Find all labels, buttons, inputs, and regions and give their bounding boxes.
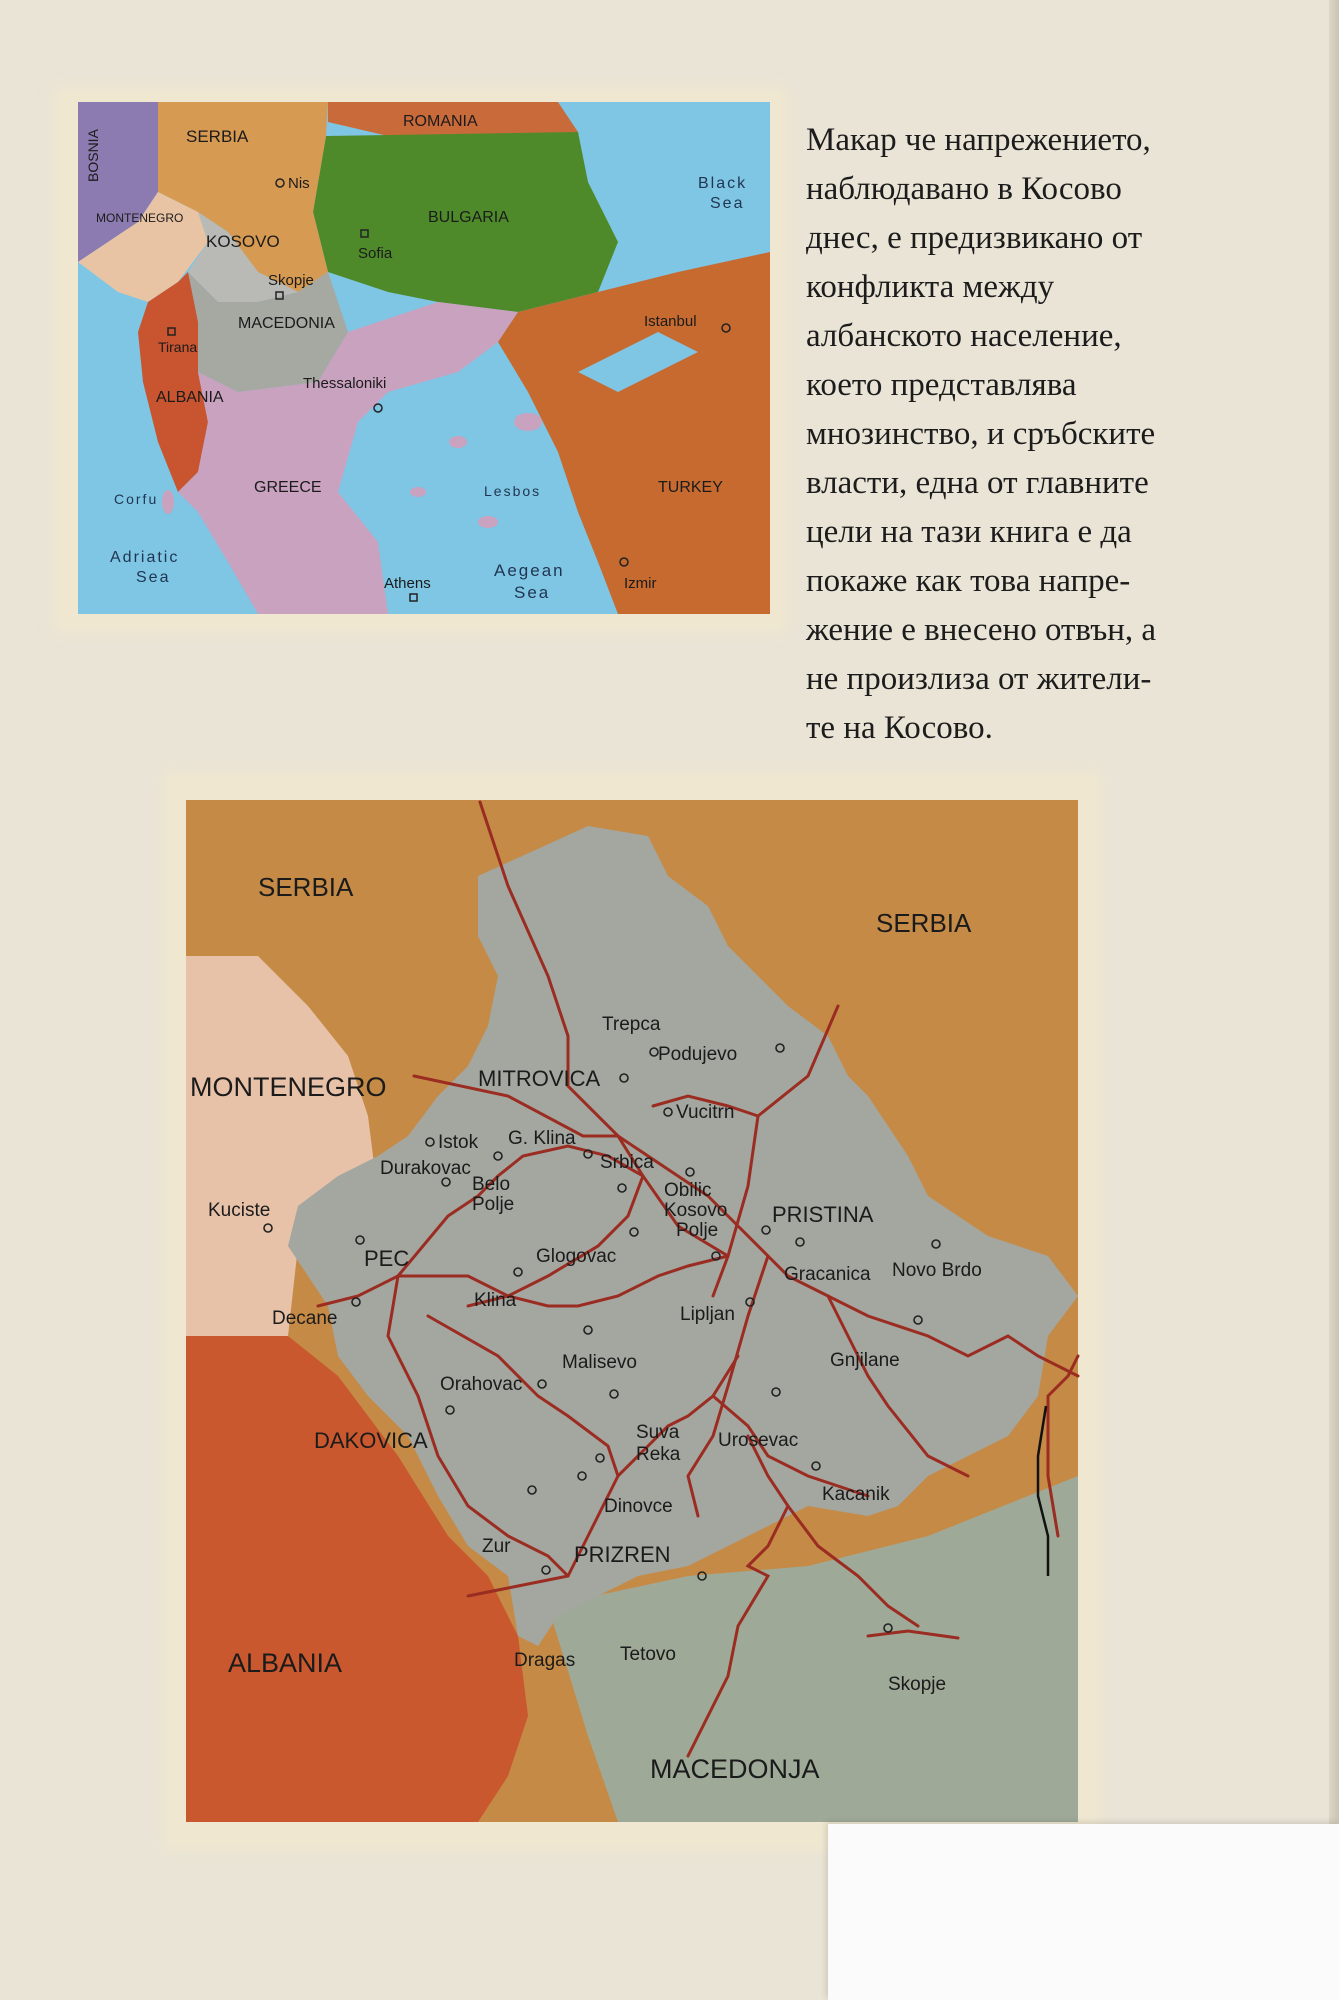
city-label-kosovo-2: Polje: [676, 1220, 719, 1241]
city-label-istanbul: Istanbul: [644, 313, 697, 330]
city-label-obilic: Obilic: [664, 1180, 712, 1201]
city-label-glogovac: Glogovac: [536, 1246, 617, 1267]
city-label-prizren: PRIZREN: [574, 1542, 671, 1567]
sea-label-adriatic-1: Adriatic: [110, 549, 180, 566]
city-label-athens: Athens: [384, 575, 431, 592]
city-label-trepca: Trepca: [602, 1014, 661, 1035]
city-label-malisevo: Malisevo: [562, 1352, 637, 1373]
city-label-klina: Klina: [474, 1290, 517, 1311]
region-label-macedonja: MACEDONJA: [650, 1754, 820, 1784]
country-label-turkey: TURKEY: [658, 479, 723, 496]
city-label-belo-2: Polje: [472, 1194, 515, 1215]
book-edge: [1329, 0, 1339, 2000]
country-label-bulgaria: BULGARIA: [428, 209, 509, 226]
city-label-izmir: Izmir: [624, 575, 657, 592]
city-label-nis: Nis: [288, 175, 310, 192]
city-label-dinovce: Dinovce: [604, 1496, 673, 1517]
city-label-pec: PEC: [364, 1246, 410, 1271]
city-label-belo-1: Belo: [472, 1174, 511, 1195]
region-label-serbia-west: SERBIA: [258, 872, 354, 902]
caption-text: Макар че напрежението, наблюдавано в Косово днес, е предизвикано от конфликта между албанското население, което представлява мнозинство, и сръбските власти, една от главните цели на тази книга е да покаже как това напре- жение е внесено отвън, а не произлиза от жители- те на Косово.: [806, 122, 1157, 746]
city-label-kuciste: Kuciste: [208, 1200, 271, 1221]
city-label-urosevac: Urosevac: [718, 1430, 799, 1451]
city-label-istok: Istok: [438, 1132, 479, 1153]
island-label-lesbos: Lesbos: [484, 483, 542, 499]
country-label-romania: ROMANIA: [403, 113, 478, 130]
city-label-srbica: Srbica: [600, 1152, 654, 1173]
city-label-dakovica: DAKOVICA: [314, 1428, 428, 1453]
city-label-gnjilane: Gnjilane: [830, 1350, 900, 1371]
city-label-skopje: Skopje: [888, 1674, 947, 1695]
city-label-kacanik: Kacanik: [822, 1484, 890, 1505]
city-label-orahovac: Orahovac: [440, 1374, 523, 1395]
kosovo-detail-map: [168, 776, 1096, 1846]
city-label-pristina: PRISTINA: [772, 1202, 874, 1227]
country-label-macedonia: MACEDONIA: [238, 315, 335, 332]
city-label-decane: Decane: [272, 1308, 338, 1329]
country-label-bosnia: BOSNIA: [85, 129, 101, 182]
city-label-kosovo-1: Kosovo: [664, 1200, 728, 1221]
sea-label-aegean-2: Sea: [514, 583, 551, 602]
city-label-thessaloniki: Thessaloniki: [303, 375, 387, 392]
balkans-overview-map: [58, 92, 782, 628]
city-label-dragas: Dragas: [514, 1650, 576, 1671]
city-label-suva-1: Suva: [636, 1422, 680, 1443]
city-label-vucitrn: Vucitrn: [676, 1102, 735, 1123]
sea-label-black-2: Sea: [710, 195, 745, 212]
city-label-novo-brdo: Novo Brdo: [892, 1260, 982, 1281]
city-label-g-klina: G. Klina: [508, 1128, 576, 1149]
city-label-gracanica: Gracanica: [784, 1264, 871, 1285]
city-label-skopje: Skopje: [268, 272, 314, 289]
city-label-zur: Zur: [482, 1536, 511, 1557]
city-label-lipljan: Lipljan: [680, 1304, 735, 1325]
region-label-serbia-east: SERBIA: [876, 908, 972, 938]
city-label-sofia: Sofia: [358, 245, 393, 262]
country-label-albania: ALBANIA: [156, 389, 224, 406]
sea-label-adriatic-2: Sea: [136, 569, 171, 586]
city-label-podujevo: Podujevo: [658, 1044, 738, 1065]
country-label-greece: GREECE: [254, 479, 322, 496]
region-label-montenegro: MONTENEGRO: [190, 1072, 387, 1102]
sea-label-black-1: Black: [698, 175, 748, 192]
city-label-suva-2: Reka: [636, 1444, 681, 1465]
island-label-corfu: Corfu: [114, 491, 159, 507]
country-label-serbia: SERBIA: [186, 127, 249, 146]
city-label-tirana: Tirana: [158, 339, 198, 355]
city-label-tetovo: Tetovo: [620, 1644, 676, 1665]
country-label-kosovo: KOSOVO: [206, 232, 280, 251]
city-label-durakovac: Durakovac: [380, 1158, 471, 1179]
city-label-mitrovica: MITROVICA: [478, 1066, 601, 1091]
sea-label-aegean-1: Aegean: [494, 561, 565, 580]
white-sticker: [828, 1824, 1339, 2000]
region-label-albania: ALBANIA: [228, 1648, 343, 1678]
country-label-montenegro: MONTENEGRO: [96, 211, 184, 225]
